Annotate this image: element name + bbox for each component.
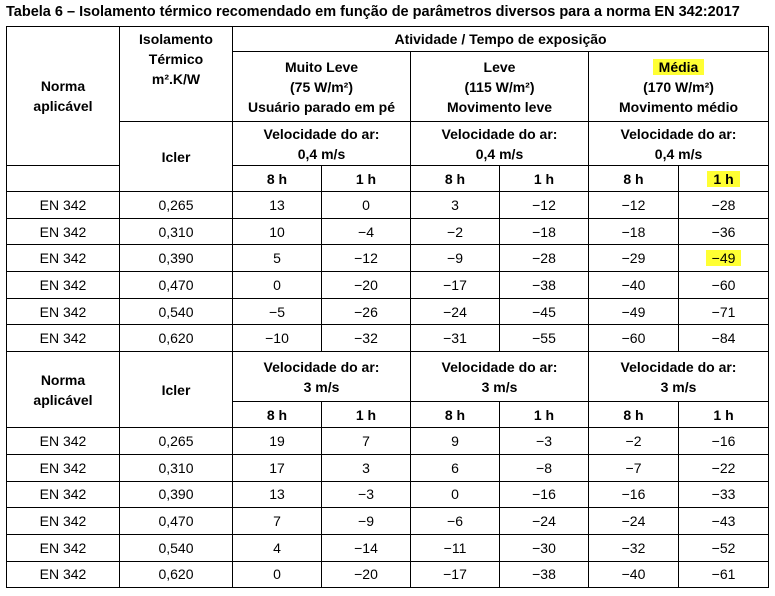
value-cell: −24	[500, 508, 589, 535]
hours-8h: 8 h	[233, 166, 322, 192]
isolamento-header: Isolamento Térmico m².K/W	[120, 27, 233, 122]
hours-1h: 1 h	[322, 166, 411, 192]
hours-1h-highlight: 1 h	[679, 166, 769, 192]
hours-8h: 8 h	[233, 402, 322, 428]
icler-cell: 0,540	[120, 298, 233, 325]
hours-1h: 1 h	[679, 402, 769, 428]
icler-cell: 0,265	[120, 192, 233, 219]
icler-cell: 0,310	[120, 454, 233, 481]
value-cell: −14	[322, 534, 411, 561]
insulation-table	[6, 26, 769, 588]
hours-1h: 1 h	[500, 166, 589, 192]
value-cell: 10	[233, 218, 322, 245]
norma-cell: EN 342	[7, 481, 120, 508]
icler-cell: 0,265	[120, 428, 233, 455]
value-cell: −31	[411, 325, 500, 352]
value-cell: −20	[322, 272, 411, 299]
value-cell: −3	[500, 428, 589, 455]
vel-header-3: Velocidade do ar: 0,4 m/s	[589, 122, 769, 166]
value-cell: −84	[679, 325, 769, 352]
value-cell: −2	[411, 218, 500, 245]
atividade-header: Atividade / Tempo de exposição	[233, 27, 769, 52]
table-row	[7, 325, 769, 352]
icler-cell: 0,390	[120, 245, 233, 272]
table-row	[7, 428, 769, 455]
value-cell: −6	[411, 508, 500, 535]
norma-cell: EN 342	[7, 508, 120, 535]
value-cell: −22	[679, 454, 769, 481]
table-row	[7, 245, 769, 272]
icler-cell: 0,390	[120, 481, 233, 508]
value-cell: −71	[679, 298, 769, 325]
value-cell: −8	[500, 454, 589, 481]
norma-cell: EN 342	[7, 192, 120, 219]
value-cell: −16	[500, 481, 589, 508]
value-cell: −40	[589, 272, 679, 299]
hours-8h: 8 h	[411, 402, 500, 428]
table-row	[7, 298, 769, 325]
table-row	[7, 481, 769, 508]
value-cell: 19	[233, 428, 322, 455]
value-cell: −16	[679, 428, 769, 455]
value-cell: −7	[589, 454, 679, 481]
icler-cell: 0,540	[120, 534, 233, 561]
norma-spacer	[7, 166, 120, 192]
value-cell: −11	[411, 534, 500, 561]
value-cell: −18	[589, 218, 679, 245]
norma-cell: EN 342	[7, 428, 120, 455]
value-cell: −9	[411, 245, 500, 272]
norma-cell: EN 342	[7, 325, 120, 352]
value-cell: 7	[322, 428, 411, 455]
value-cell: −3	[322, 481, 411, 508]
value-cell: −40	[589, 561, 679, 588]
value-cell: −28	[679, 192, 769, 219]
vel2-header-2: Velocidade do ar: 3 m/s	[411, 352, 589, 402]
value-cell: 17	[233, 454, 322, 481]
norma-cell: EN 342	[7, 561, 120, 588]
icler-cell: 0,310	[120, 218, 233, 245]
value-cell: 9	[411, 428, 500, 455]
value-cell: 0	[322, 192, 411, 219]
norma-header-2: Norma aplicável	[7, 352, 120, 428]
icler-header: Icler	[120, 122, 233, 192]
icler-cell: 0,620	[120, 325, 233, 352]
value-cell: −16	[589, 481, 679, 508]
value-cell: −26	[322, 298, 411, 325]
hours-1h: 1 h	[322, 402, 411, 428]
value-cell: 6	[411, 454, 500, 481]
level-muito-leve: Muito Leve (75 W/m²) Usuário parado em pé	[233, 52, 411, 122]
value-cell: −52	[679, 534, 769, 561]
table-caption: Tabela 6 – Isolamento térmico recomendado em função de parâmetros diversos para a norma EN 342:2017	[6, 4, 740, 20]
value-cell: −49	[589, 298, 679, 325]
value-cell: −12	[589, 192, 679, 219]
norma-cell: EN 342	[7, 218, 120, 245]
hours-8h: 8 h	[589, 166, 679, 192]
value-cell: −33	[679, 481, 769, 508]
value-cell: −38	[500, 272, 589, 299]
vel-header-1: Velocidade do ar: 0,4 m/s	[233, 122, 411, 166]
norma-cell: EN 342	[7, 298, 120, 325]
hours-8h: 8 h	[411, 166, 500, 192]
norma-cell: EN 342	[7, 454, 120, 481]
value-cell: 5	[233, 245, 322, 272]
value-cell: −5	[233, 298, 322, 325]
icler-cell: 0,620	[120, 561, 233, 588]
value-cell: 7	[233, 508, 322, 535]
vel2-header-3: Velocidade do ar: 3 m/s	[589, 352, 769, 402]
table-row	[7, 272, 769, 299]
value-cell: 3	[322, 454, 411, 481]
value-cell: 4	[233, 534, 322, 561]
icler-cell: 0,470	[120, 272, 233, 299]
table-row	[7, 534, 769, 561]
value-cell: 0	[233, 272, 322, 299]
value-cell: −61	[679, 561, 769, 588]
value-cell: −17	[411, 272, 500, 299]
value-cell: −18	[500, 218, 589, 245]
value-cell: 13	[233, 481, 322, 508]
value-cell: −9	[322, 508, 411, 535]
value-cell: −20	[322, 561, 411, 588]
value-cell: −36	[679, 218, 769, 245]
value-cell: −30	[500, 534, 589, 561]
value-cell: −49	[679, 245, 769, 272]
value-cell: 0	[411, 481, 500, 508]
value-cell: −17	[411, 561, 500, 588]
value-cell: 3	[411, 192, 500, 219]
value-cell: −24	[411, 298, 500, 325]
value-cell: −45	[500, 298, 589, 325]
table-row	[7, 218, 769, 245]
level-leve: Leve (115 W/m²) Movimento leve	[411, 52, 589, 122]
hours-1h: 1 h	[500, 402, 589, 428]
icler-header-2: Icler	[120, 352, 233, 428]
table-row	[7, 454, 769, 481]
value-cell: −2	[589, 428, 679, 455]
hours-8h: 8 h	[589, 402, 679, 428]
norma-cell: EN 342	[7, 534, 120, 561]
value-cell: −32	[322, 325, 411, 352]
value-cell: −60	[679, 272, 769, 299]
value-cell: −60	[589, 325, 679, 352]
norma-cell: EN 342	[7, 245, 120, 272]
value-cell: −38	[500, 561, 589, 588]
value-cell: −32	[589, 534, 679, 561]
value-cell: −29	[589, 245, 679, 272]
value-cell: −4	[322, 218, 411, 245]
value-cell: −12	[500, 192, 589, 219]
vel-header-2: Velocidade do ar: 0,4 m/s	[411, 122, 589, 166]
value-cell: −28	[500, 245, 589, 272]
norma-cell: EN 342	[7, 272, 120, 299]
table-row	[7, 561, 769, 588]
value-cell: −10	[233, 325, 322, 352]
level-media: Média (170 W/m²) Movimento médio	[589, 52, 769, 122]
value-cell: −43	[679, 508, 769, 535]
vel2-header-1: Velocidade do ar: 3 m/s	[233, 352, 411, 402]
value-cell: −12	[322, 245, 411, 272]
value-cell: −24	[589, 508, 679, 535]
table-row	[7, 508, 769, 535]
norma-header: Norma aplicável	[7, 27, 120, 166]
value-cell: 0	[233, 561, 322, 588]
media-highlight: Média	[653, 59, 705, 75]
value-cell: −55	[500, 325, 589, 352]
icler-cell: 0,470	[120, 508, 233, 535]
table-row	[7, 192, 769, 219]
value-cell: 13	[233, 192, 322, 219]
